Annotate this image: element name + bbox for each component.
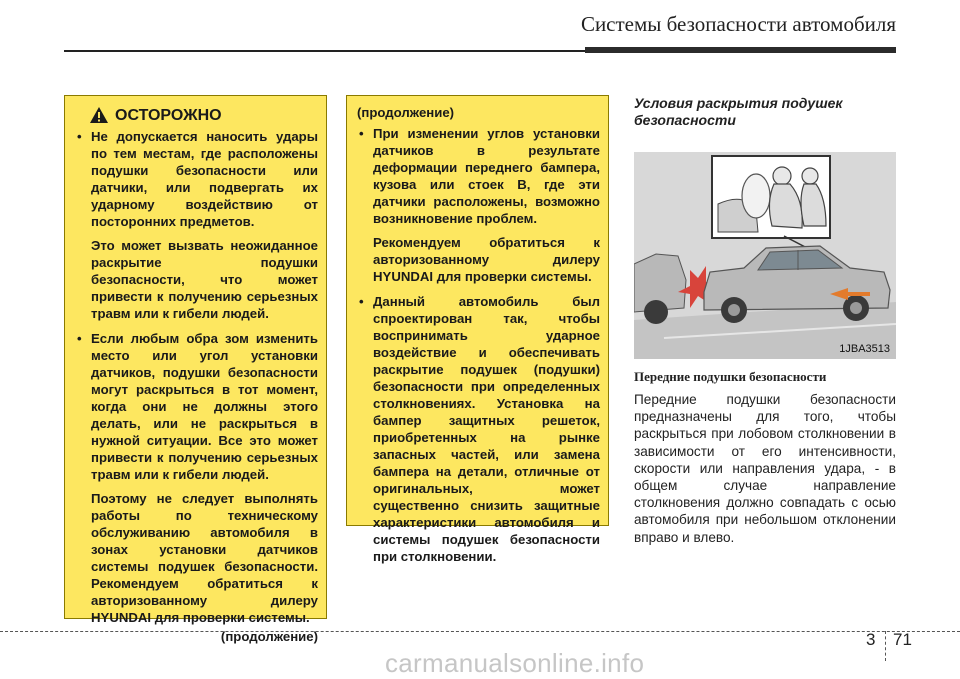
airbag-illustration (634, 152, 896, 359)
page-number-separator (885, 631, 886, 661)
caution-heading (89, 106, 318, 124)
caution-bullet-2-para-1: • Если любым обра зом изменить место или угол установки датчиков, подушки безопасности могут раскрыться в тот момент, когда они не должны этого делать, или не раскрыться в нужной ситуации. Все это может привести к получению серьезных травм или к гибели людей. (91, 331, 318, 482)
section-heading: Условия раскрытия подушек безопасности (634, 95, 843, 128)
caution-box (64, 95, 327, 644)
continued-bullet-2 (357, 293, 600, 565)
caution-heading-text: ОСТОРОЖНО (115, 106, 222, 124)
continued-bullet-1-para-1: • При изменении углов установки датчиков в результате деформации переднего бампера, кузова или стоек B, где эти датчики расположены, возможно возникновение проблем. (373, 126, 600, 226)
continued-bullet-1 (357, 125, 600, 285)
caution-bullet-2 (75, 330, 318, 626)
figure-code: 1JBA3513 (839, 343, 890, 355)
section-body-text: Передние подушки безопасности предназначены для того, чтобы раскрыться при лобовом столкновении в зависимости от его интенсивности, скорости или направления удара, - в общем случае направление столкновения должно совпадать с осью автомобиля при небольшом отклонении вправо и влево. (634, 392, 896, 545)
continued-heading: (продолжение) (357, 105, 455, 120)
chapter-number: 3 (866, 630, 876, 649)
page-header-title: Системы безопасности автомобиля (580, 12, 896, 36)
continued-bullet-1-para-2: Рекомендуем обратиться к авторизованному дилеру HYUNDAI для проверки системы. (373, 235, 600, 284)
caution-bullet-list (75, 128, 318, 626)
caution-bullet-1 (75, 128, 318, 322)
collision-illustration-icon (634, 152, 896, 359)
caution-continued-label: (продолжение) (220, 629, 318, 644)
continued-bullet-list (357, 125, 600, 565)
caution-bullet-2-para-2: Поэтому не следует выполнять работы по техническому обслуживанию автомобиля в зонах установки датчиков системы подушек безопасности. Рекомендуем обратиться к авторизованному дилеру HYUNDAI для проверки системы. (91, 491, 318, 625)
warning-triangle-icon (89, 106, 109, 124)
caution-bullet-1-para-1: • Не допускается наносить удары по тем местам, где расположены подушки безопасности или датчики, или подвергать их ударному воздействию от посторонних предметов. (91, 129, 318, 229)
header-rule-accent (585, 47, 896, 53)
right-column (634, 95, 896, 546)
watermark-text: carmanualsonline.info (385, 648, 645, 678)
page-number: 71 (893, 630, 912, 649)
figure-caption: Передние подушки безопасности (634, 369, 827, 384)
caution-bullet-1-para-2: Это может вызвать неожиданное раскрытие подушки безопасности, что может привести к получению серьезных травм или к гибели людей. (91, 238, 318, 321)
continued-bullet-2-para-1: • Данный автомобиль был спроектирован так, чтобы воспринимать ударное воздействие и обеспечивать раскрытие подушек (подушки) безопасности при определенных столкновениях. Установка на бампер защитных решеток, приобретенных на рынке запасных частей, или замена бампера на детали, отличные от оригинальных, может существенно снизить защитные характеристики автомобиля и системы подушек безопасности при столкновении. (373, 294, 600, 564)
caution-continued-box (346, 95, 609, 564)
footer-rule (0, 631, 960, 632)
